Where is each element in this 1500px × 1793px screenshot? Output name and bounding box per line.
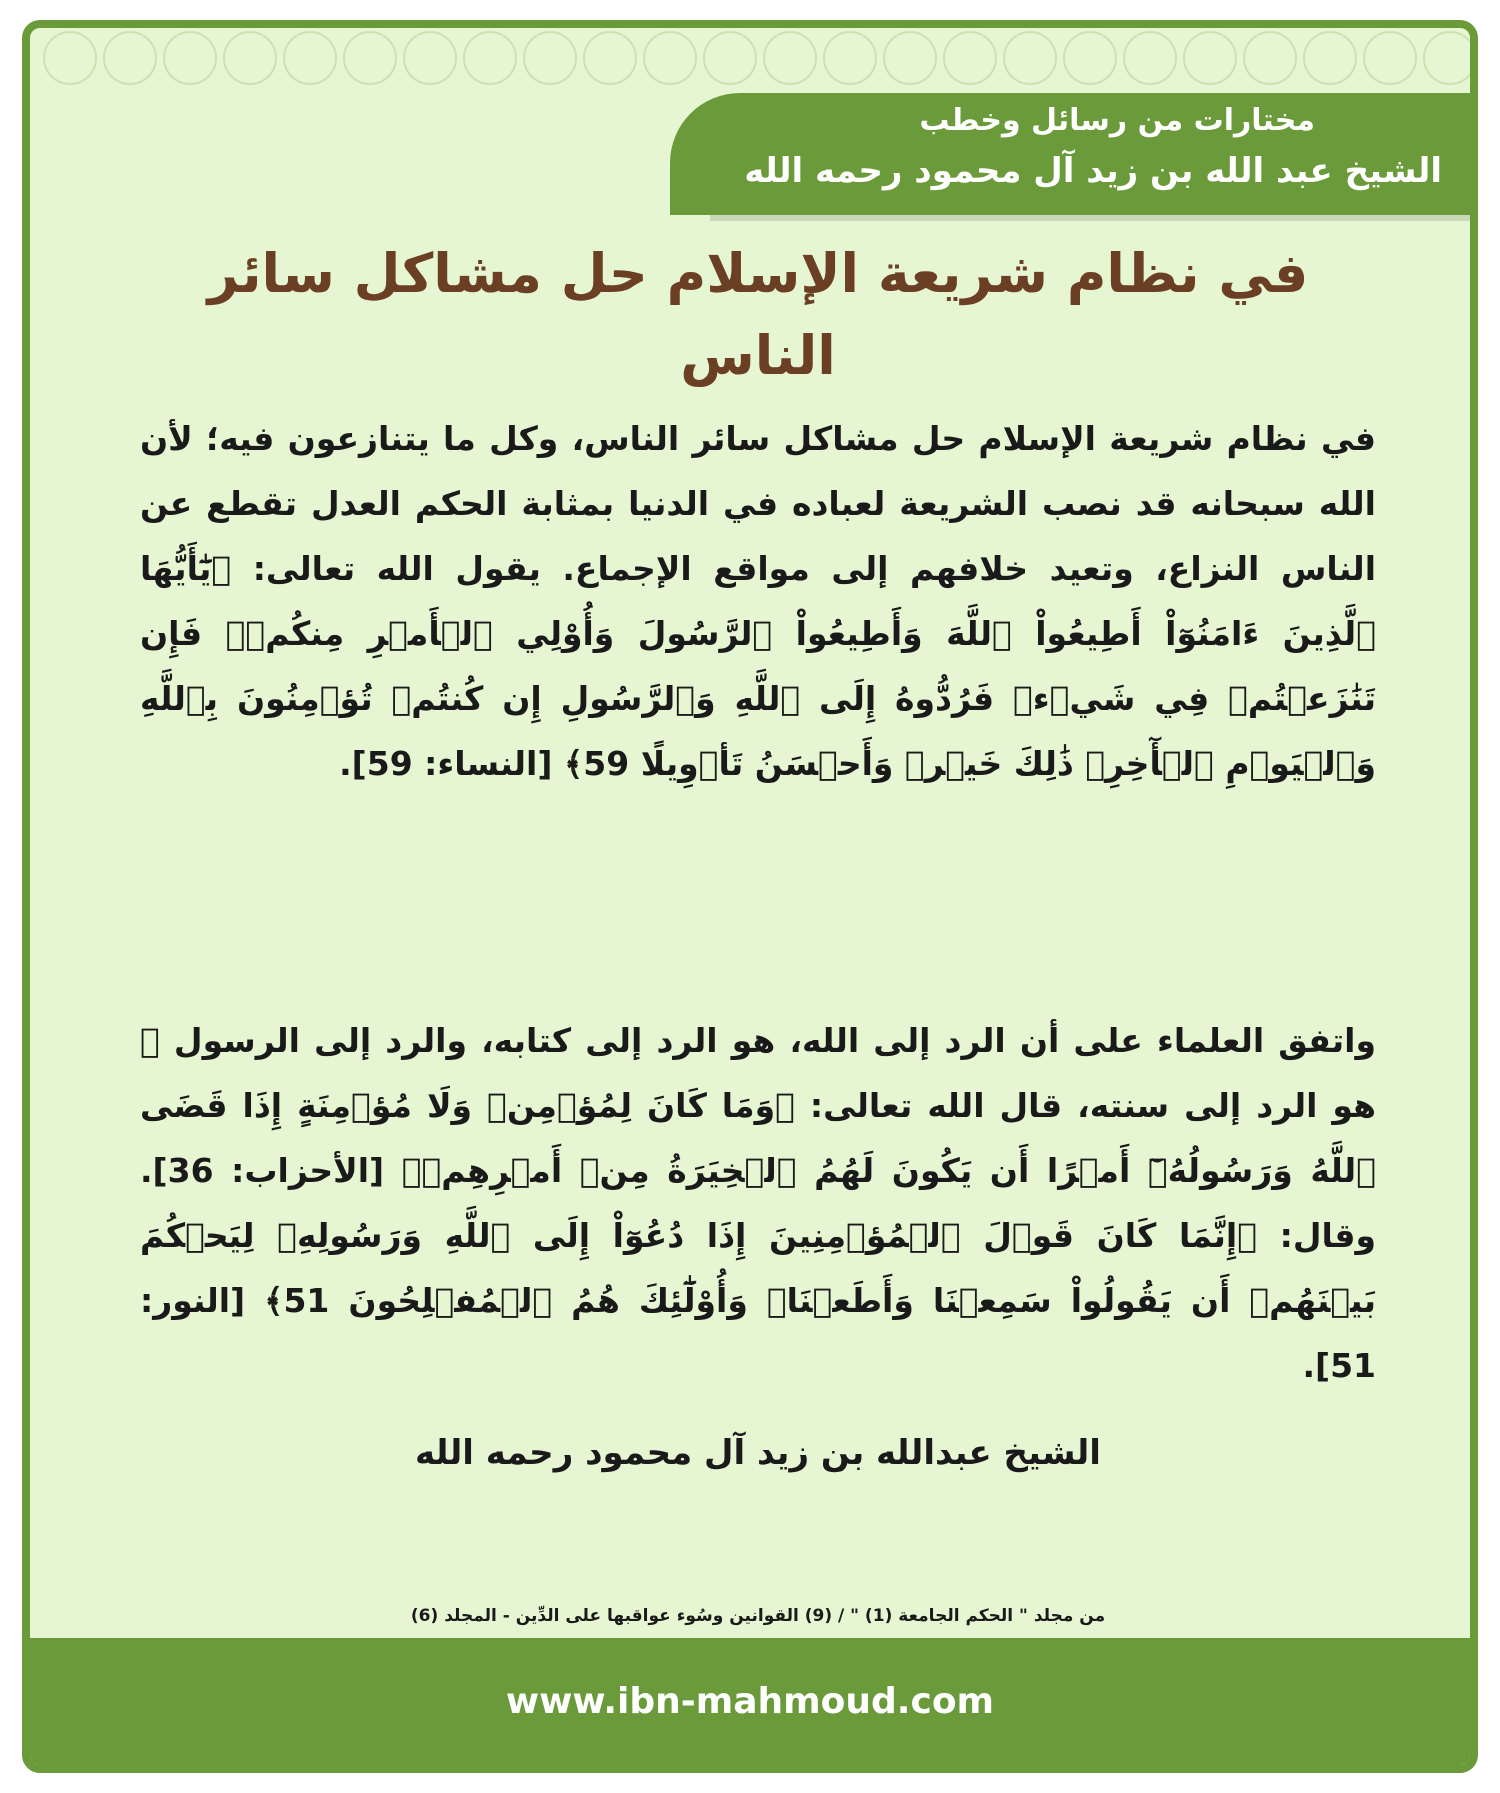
- footer-bar: [30, 1638, 1470, 1765]
- body-paragraph-2: واتفق العلماء على أن الرد إلى الله، هو الرد إلى كتابه، والرد إلى الرسول ﷺ هو الرد إلى سنته، قال الله تعالى: ﴿وَمَا كَانَ لِمُؤۡمِنٖ وَلَا مُؤۡمِنَةٍ إِذَا قَضَى ٱللَّهُ وَرَسُولُهُۥٓ أَمۡرًا أَن يَكُونَ لَهُمُ ٱلۡخِيَرَةُ مِنۡ أَمۡرِهِمۡ﴾ [الأحزاب: 36]. وقال: ﴿إِنَّمَا كَانَ قَوۡلَ ٱلۡمُؤۡمِنِينَ إِذَا دُعُوٓاْ إِلَى ٱللَّهِ وَرَسُولِهِۦ لِيَحۡكُمَ بَيۡنَهُمۡ أَن يَقُولُواْ سَمِعۡنَا وَأَطَعۡنَاۚ وَأُوْلَٰٓئِكَ هُمُ ٱلۡمُفۡلِحُونَ 51﴾ [النور: 51].: [140, 1021, 1376, 1385]
- header-author: الشيخ عبد الله بن زيد آل محمود رحمه الله: [744, 151, 1442, 191]
- source-citation: من مجلد " الحكم الجامعة (1) " / (9) القوانين وسُوء عواقبها على الدِّين - المجلد (6): [410, 1606, 1106, 1626]
- author-signature: الشيخ عبدالله بن زيد آل محمود رحمه الله: [415, 1433, 1101, 1473]
- header-series-title: مختارات من رسائل وخطب: [919, 103, 1315, 138]
- page-frame: [22, 20, 1478, 1773]
- body-paragraph-1: في نظام شريعة الإسلام حل مشاكل سائر الناس، وكل ما يتنازعون فيه؛ لأن الله سبحانه قد نصب الشريعة لعباده في الدنيا بمثابة الحكم العدل تقطع عن الناس النزاع، وتعيد خلافهم إلى مواقع الإجماع. يقول الله تعالى: ﴿يَٰٓأَيُّهَا ٱلَّذِينَ ءَامَنُوٓاْ أَطِيعُواْ ٱللَّهَ وَأَطِيعُواْ ٱلرَّسُولَ وَأُوْلِي ٱلۡأَمۡرِ مِنكُمۡۖ فَإِن تَنَٰزَعۡتُمۡ فِي شَيۡءٖ فَرُدُّوهُ إِلَى ٱللَّهِ وَٱلرَّسُولِ إِن كُنتُمۡ تُؤۡمِنُونَ بِٱللَّهِ وَٱلۡيَوۡمِ ٱلۡأٓخِرِۚ ذَٰلِكَ خَيۡرٞ وَأَحۡسَنُ تَأۡوِيلًا 59﴾ [النساء: 59].: [140, 419, 1376, 783]
- header-banner: [670, 93, 1470, 215]
- page-title: في نظام شريعة الإسلام حل مشاكل سائر الناس: [207, 242, 1309, 387]
- website-link[interactable]: www.ibn-mahmoud.com: [505, 1681, 995, 1722]
- header-divider: [710, 215, 1470, 221]
